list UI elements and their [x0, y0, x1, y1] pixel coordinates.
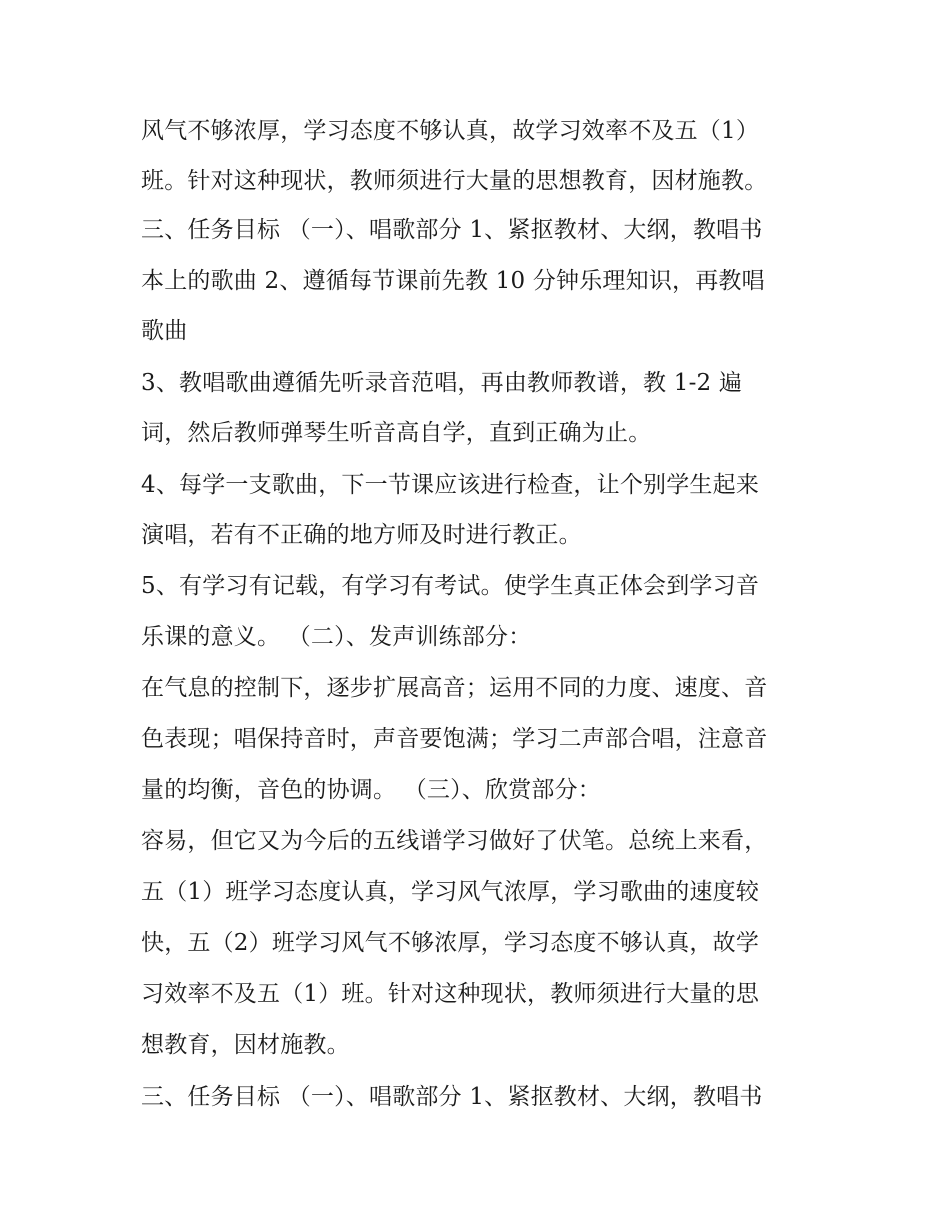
text-line: 乐课的意义。 （二）、发声训练部分：: [141, 624, 532, 650]
text-line: 想教育，因材施教。: [141, 1032, 350, 1058]
text-line: 五（1）班学习态度认真，学习风气浓厚，学习歌曲的速度较: [141, 879, 760, 905]
text-line: 容易，但它又为今后的五线谱学习做好了伏笔。总统上来看，: [141, 828, 768, 854]
text-line: 风气不够浓厚，学习态度不够认真，故学习效率不及五（1）: [141, 118, 760, 144]
text-line: 歌曲: [141, 318, 188, 344]
text-line: 习效率不及五（1）班。针对这种现状，教师须进行大量的思: [141, 981, 760, 1007]
text-line: 班。针对这种现状，教师须进行大量的思想教育，因材施教。: [141, 168, 768, 194]
text-line: 在气息的控制下，逐步扩展高音；运用不同的力度、速度、音: [141, 675, 768, 701]
text-line: 4、每学一支歌曲，下一节课应该进行检查，让个别学生起来: [141, 472, 760, 498]
text-line: 量的均衡，音色的协调。 （三）、欣赏部分：: [141, 777, 602, 803]
text-line: 词，然后教师弹琴生听音高自学，直到正确为止。: [141, 420, 652, 446]
text-line: 三、任务目标 （一）、唱歌部分 1、紧抠教材、大纲，教唱书: [141, 1084, 763, 1110]
text-line: 快，五（2）班学习风气不够浓厚，学习态度不够认真，故学: [141, 930, 760, 956]
text-line: 演唱，若有不正确的地方师及时进行教正。: [141, 522, 582, 548]
text-line: 5、有学习有记载，有学习有考试。使学生真正体会到学习音: [141, 573, 760, 599]
text-line: 本上的歌曲 2、遵循每节课前先教 10 分钟乐理知识，再教唱: [141, 268, 765, 294]
text-line: 三、任务目标 （一）、唱歌部分 1、紧抠教材、大纲，教唱书: [141, 217, 763, 243]
text-line: 色表现；唱保持音时，声音要饱满；学习二声部合唱，注意音: [141, 726, 768, 752]
text-line: 3、教唱歌曲遵循先听录音范唱，再由教师教谱，教 1-2 遍: [141, 370, 743, 396]
